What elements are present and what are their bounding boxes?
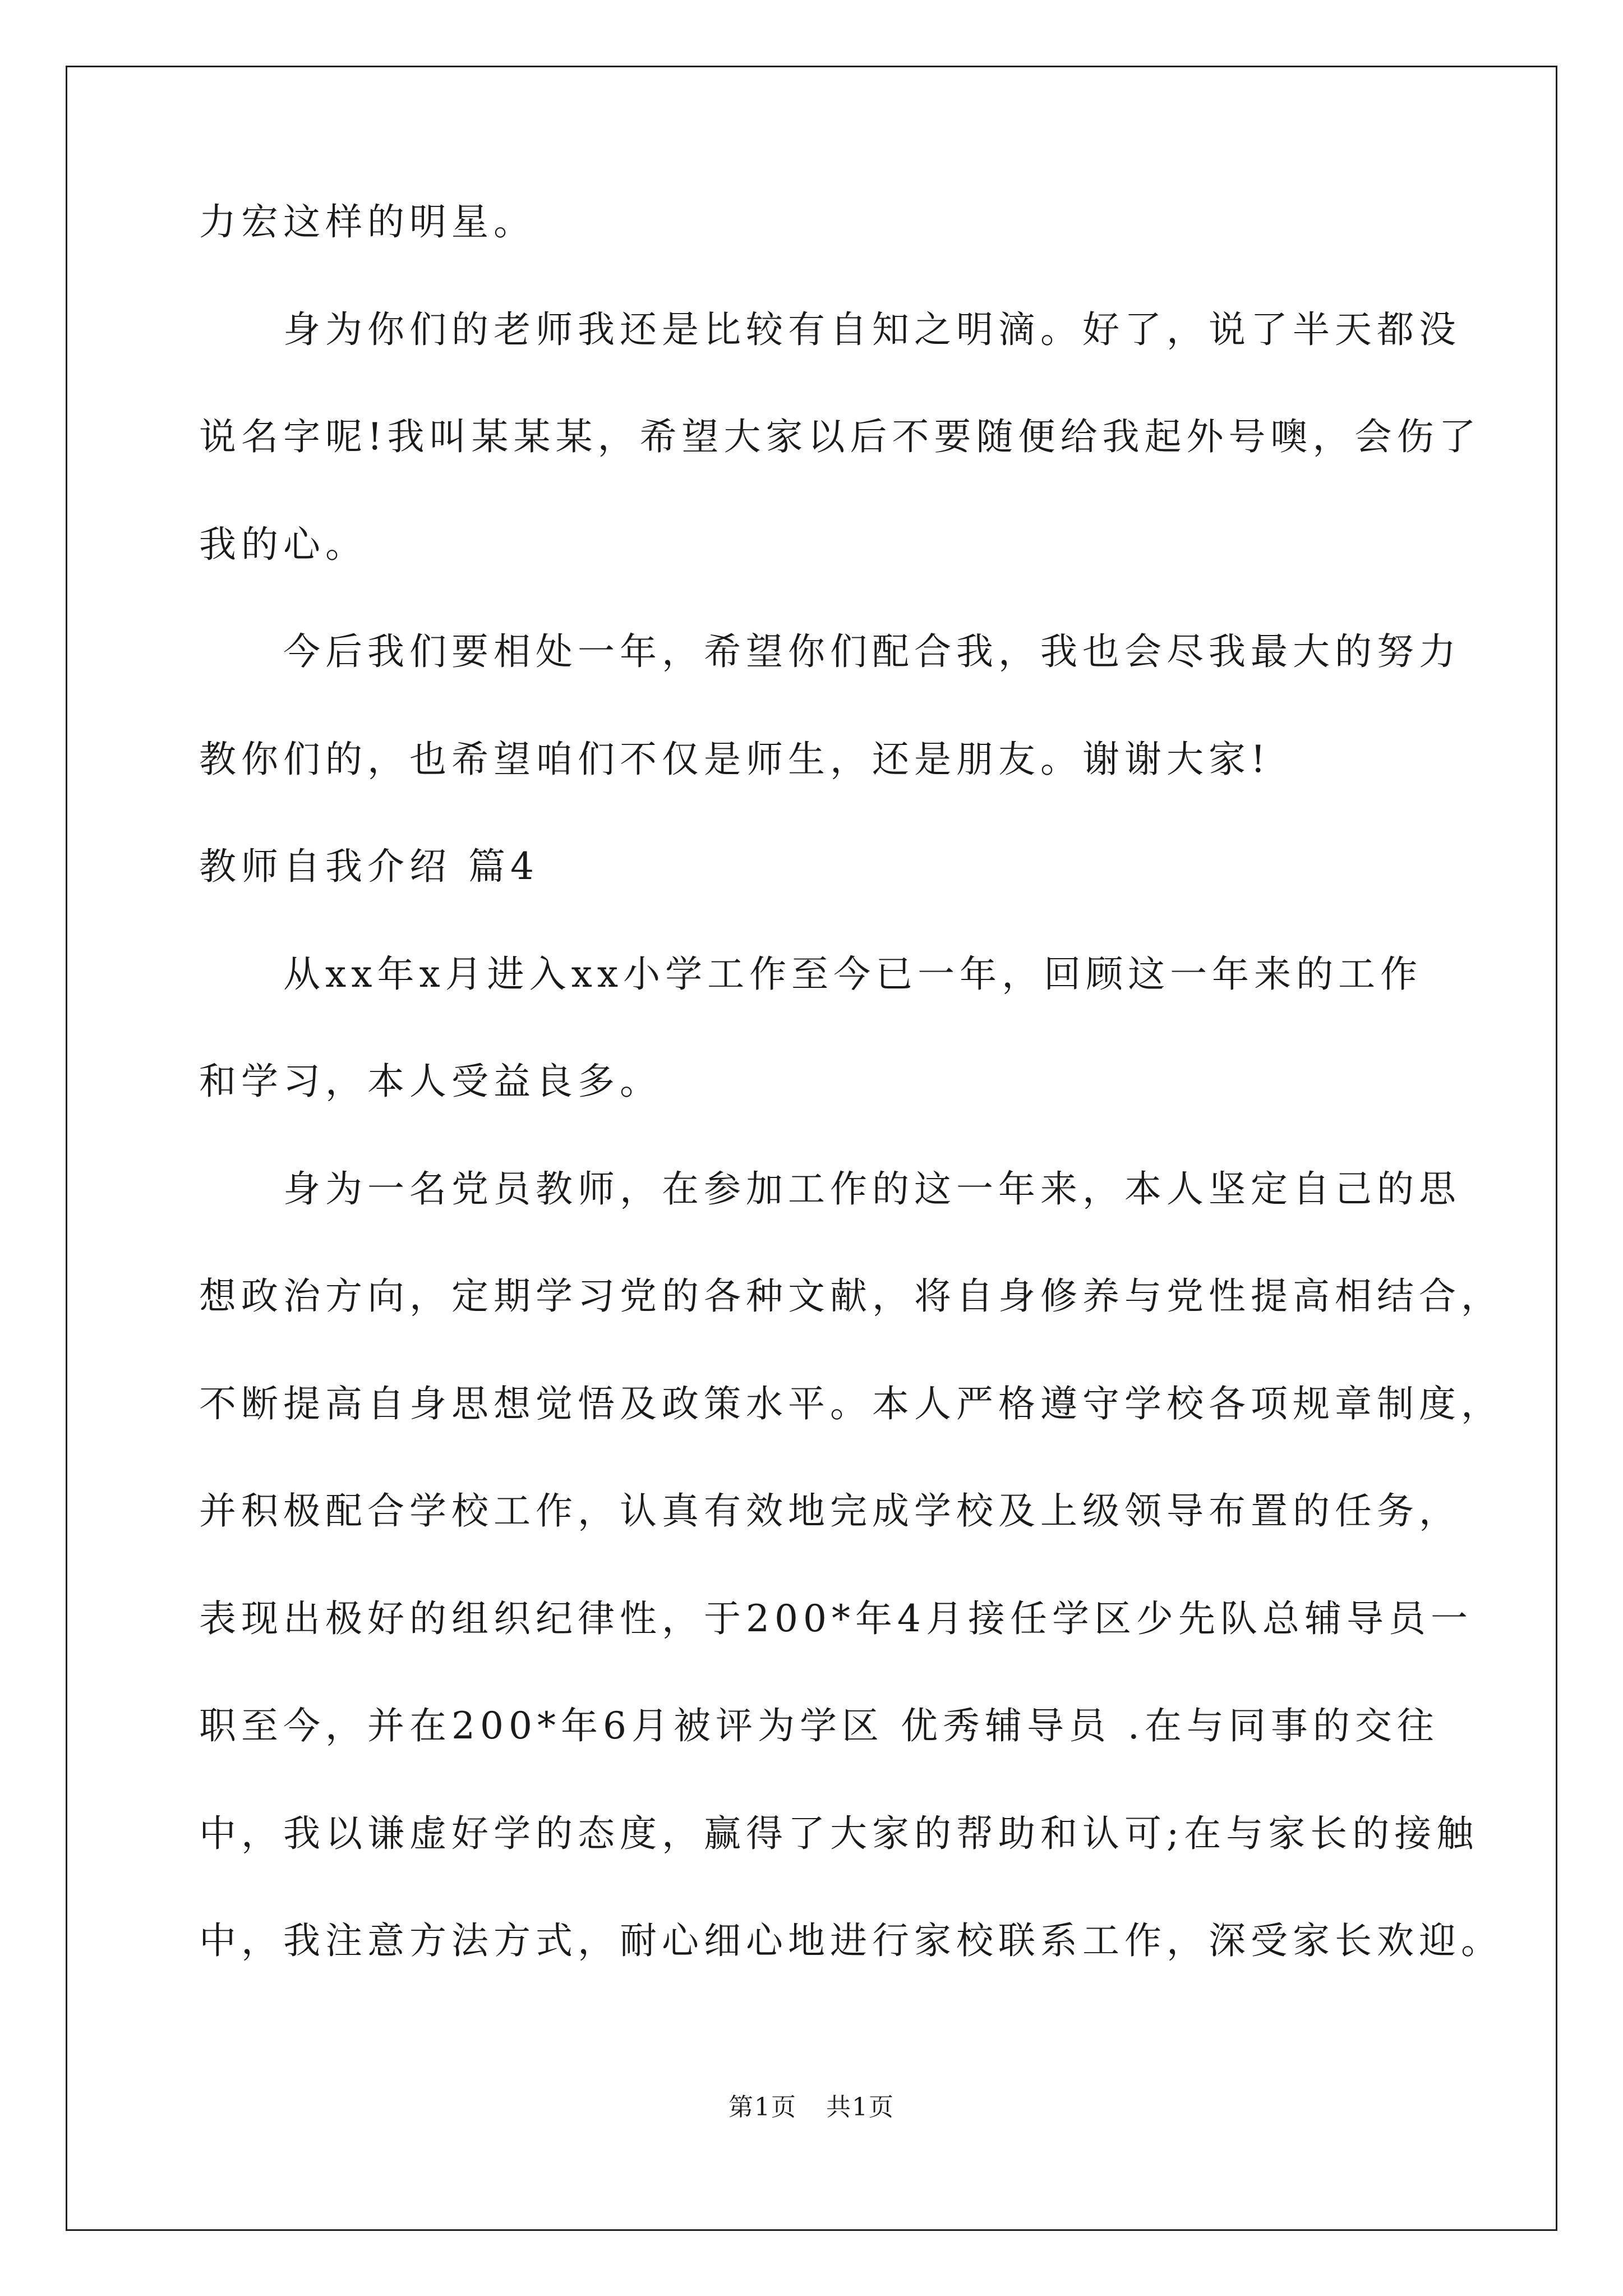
text-line: 今后我们要相处一年，希望你们配合我，我也会尽我最大的努力 (283, 630, 1461, 673)
text-line: 说名字呢!我叫某某某，希望大家以后不要随便给我起外号噢，会伤了 (199, 415, 1481, 458)
text-line: 力宏这样的明星。 (199, 200, 536, 243)
text-line: 不断提高自身思想觉悟及政策水平。本人严格遵守学校各项规章制度， (199, 1382, 1503, 1425)
text-line: 从xx年x月进入xx小学工作至今已一年，回顾这一年来的工作 (283, 952, 1423, 996)
page-footer (0, 2087, 1623, 2123)
text-line: 想政治方向，定期学习党的各种文献，将自身修养与党性提高相结合， (199, 1274, 1503, 1318)
text-line: 中，我以谦虚好学的态度，赢得了大家的帮助和认可;在与家长的接触 (199, 1811, 1479, 1855)
text-line: 并积极配合学校工作，认真有效地完成学校及上级领导布置的任务， (199, 1489, 1461, 1533)
text-line: 和学习，本人受益良多。 (199, 1060, 662, 1103)
page-total: 共1页 (826, 2093, 895, 2122)
document-body (199, 168, 1503, 1995)
text-line: 身为你们的老师我还是比较有自知之明滴。好了，说了半天都没 (283, 307, 1461, 351)
text-line: 职至今，并在200*年6月被评为学区 优秀辅导员 .在与同事的交往 (199, 1704, 1439, 1747)
text-line: 中，我注意方法方式，耐心细心地进行家校联系工作，深受家长欢迎。 (199, 1919, 1503, 1962)
section-heading: 教师自我介绍 篇4 (199, 845, 539, 888)
text-line: 身为一名党员教师，在参加工作的这一年来，本人坚定自己的思 (283, 1167, 1461, 1211)
text-line: 教你们的，也希望咱们不仅是师生，还是朋友。谢谢大家! (199, 737, 1271, 781)
page-number: 第1页 (728, 2093, 797, 2122)
text-line: 我的心。 (199, 522, 367, 566)
text-line: 表现出极好的组织纪律性，于200*年4月接任学区少先队总辅导员一 (199, 1596, 1473, 1640)
